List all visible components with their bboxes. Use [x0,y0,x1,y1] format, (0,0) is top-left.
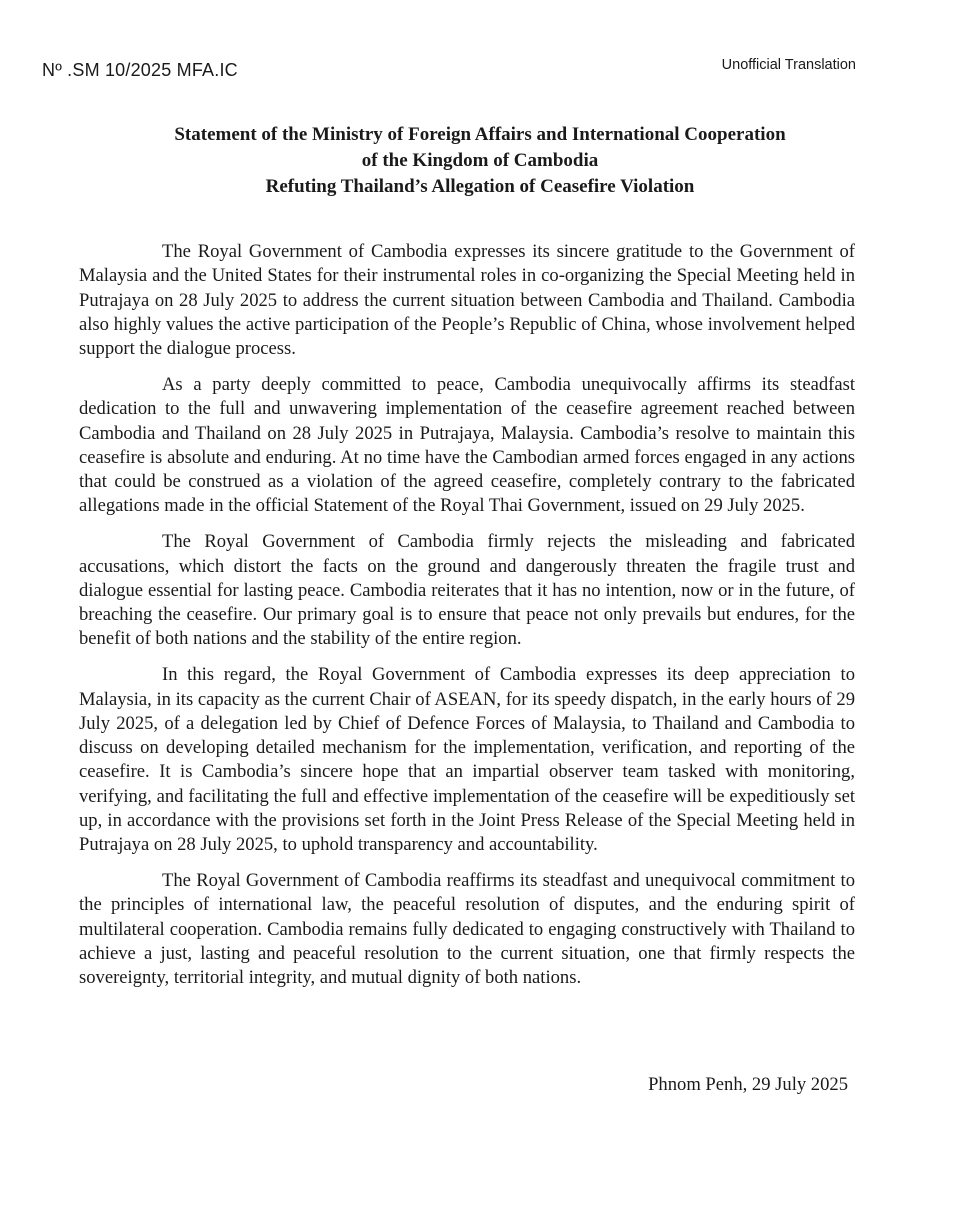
title-line-2: of the Kingdom of Cambodia [361,150,599,171]
paragraph-rejection: The Royal Government of Cambodia firmly rejects the misleading and fabricated accusations, which distort the facts on the ground and dangerously threaten the fragile trust and dialogue essential for lasting peace. Cambodia reiterates that it has no intention, now or in the future, of breaching the ceasefire. Our primary goal is to ensure that peace not only prevails but endures, for the benefit of both nations and the stability of the entire region. [79,531,855,650]
place-date: Phnom Penh, 29 July 2025 [648,1074,848,1095]
paragraph-commitment: As a party deeply committed to peace, Cambodia unequivocally affirms its steadfast dedication to the full and unwavering implementation of the ceasefire agreement reached between Cambodia and Thailand on 28 July 2025 in Putrajaya, Malaysia. Cambodia’s resolve to maintain this ceasefire is absolute and enduring. At no time have the Cambodian armed forces engaged in any actions that could be construed as a violation of the agreed ceasefire, completely contrary to the fabricated allegations made in the official Statement of the Royal Thai Government, issued on 29 July 2025. [79,373,855,517]
reference-number: Nº .SM 10/2025 MFA.IC [42,60,238,80]
paragraph-gratitude: The Royal Government of Cambodia expresses its sincere gratitude to the Government of Malaysia and the United States for their instrumental roles in co-organizing the Special Meeting held in Putrajaya on 28 July 2025 to address the current situation between Cambodia and Thailand. Cambodia also highly values the active participation of the People’s Republic of China, whose involvement helped support the dialogue process. [79,241,855,360]
statement-body [79,240,855,1002]
title-line-1: Statement of the Ministry of Foreign Affairs and International Cooperation [174,124,786,145]
title-line-3: Refuting Thailand’s Allegation of Ceasefire Violation [265,176,695,197]
paragraph-appreciation: In this regard, the Royal Government of Cambodia expresses its deep appreciation to Malaysia, in its capacity as the current Chair of ASEAN, for its speedy dispatch, in the early hours of 29 July 2025, of a delegation led by Chief of Defence Forces of Malaysia, to Thailand and Cambodia to discuss on developing detailed mechanism for the implementation, verification, and reporting of the ceasefire. It is Cambodia’s sincere hope that an impartial observer team tasked with monitoring, verifying, and facilitating the full and effective implementation of the ceasefire will be expeditiously set up, in accordance with the provisions set forth in the Joint Press Release of the Special Meeting held in Putrajaya on 28 July 2025, to uphold transparency and accountability. [79,664,855,856]
translation-note: Unofficial Translation [721,57,856,73]
paragraph-reaffirmation: The Royal Government of Cambodia reaffirms its steadfast and unequivocal commitment to the principles of international law, the peaceful resolution of disputes, and the enduring spirit of multilateral cooperation. Cambodia remains fully dedicated to engaging constructively with Thailand to achieve a just, lasting and peaceful resolution to the current situation, one that firmly respects the sovereignty, territorial integrity, and mutual dignity of both nations. [79,870,855,989]
document-title [80,122,880,200]
